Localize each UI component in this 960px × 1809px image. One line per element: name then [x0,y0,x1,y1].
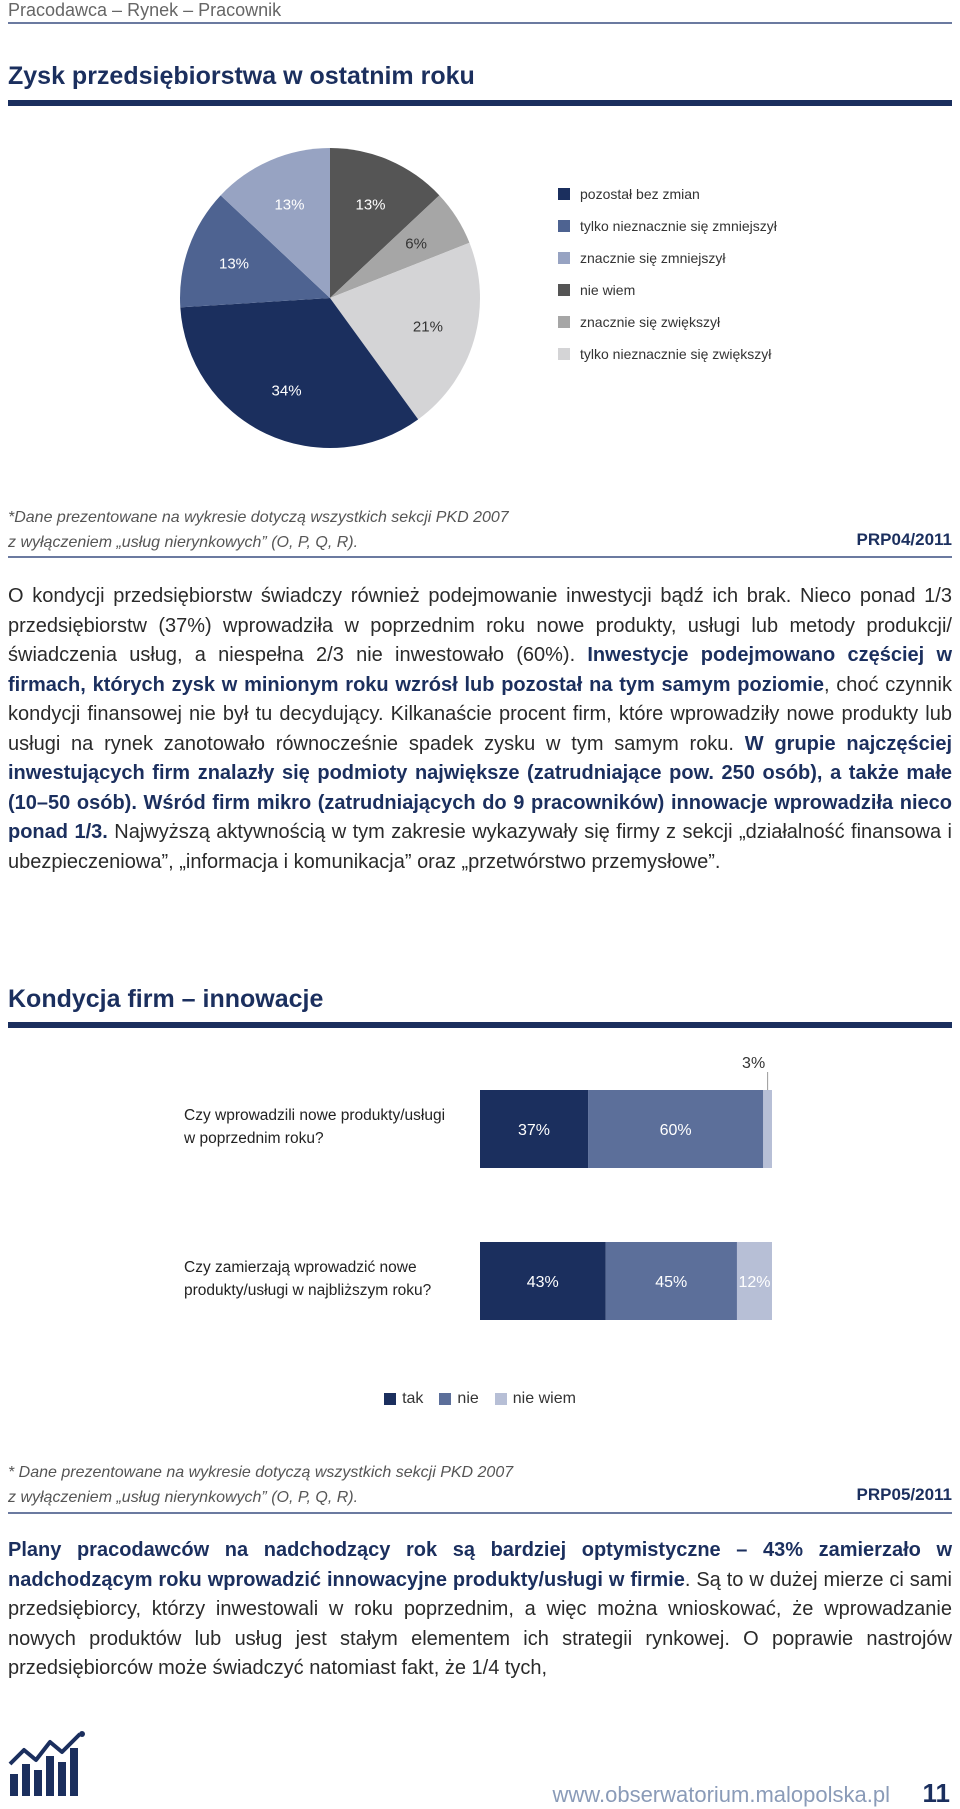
para2-text-1: . Są to w dużej mierze ci sami przedsiębiorcy, którzy inwestowali w roku poprzednim, a więc można wnioskować, że wprowadzanie nowych produktów lub usług jest stałym elementem ich strategii rynkowej. O poprawie nastrojów przedsiębiorców może świadczyć natomiast fakt, że 1/4 tych, [8,1568,953,1679]
pie-legend-item-4 [558,306,777,338]
pie-legend-label-1: tylko nieznacznie się zmniejszył [580,218,777,234]
pie-legend-label-0: pozostał bez zmian [580,186,700,202]
para2-bold-1: Plany pracodawców na nadchodzący rok są bardziej optymistyczne – 43% zamierzało w nadchodzącym roku wprowadzić innowacyjne produkty/usługi w firmie [8,1539,952,1591]
pie-legend-label-2: znacznie się zmniejszył [580,250,726,266]
section-rule-profit [8,100,952,106]
pie-slice-label-4: 13% [219,255,250,273]
para1-text-1: O kondycji przedsiębiorstw świadczy również podejmowanie inwestycji bądź ich brak. Nieco ponad 1/3 przedsiębiorstw (37%) wprowadziła w poprzednim roku nowe produkty, usługi lub metody produkcji/świadczenia usług, a niespełna 2/3 nie inwestowało (60%). [8,585,952,666]
pie-legend-item-2 [558,242,777,274]
pie-legend-item-5 [558,338,777,370]
pie-legend-label-4: znacznie się zwiększył [580,314,721,330]
pie-legend-label-5: tylko nieznacznie się zwiększył [580,346,772,362]
bar-legend-item-2 [495,1390,576,1408]
pie-footnote-line1: *Dane prezentowane na wykresie dotyczą wszystkich sekcji PKD 2007 [8,509,509,526]
bar-legend-swatch-2 [495,1393,507,1405]
profit-pie-chart [150,118,510,478]
bar-segment-label-0-1: 60% [659,1122,692,1139]
body-paragraph-plans [8,1536,952,1684]
bar-segment-label-0-2: 3% [742,1055,766,1072]
chart-logo-icon [8,1730,90,1800]
pie-legend [558,178,777,370]
bar-legend-label-1: nie [457,1390,479,1407]
pie-legend-swatch-4 [558,316,570,328]
bar-category-label-0-1: w poprzednim roku? [184,1130,324,1147]
bar-bottom-rule [8,1512,952,1514]
section-title-innovation: Kondycja firm – innowacje [8,985,324,1013]
pie-legend-item-0 [558,178,777,210]
pie-slice-label-0: 13% [355,196,386,214]
bar-category-label-1-0: Czy zamierzają wprowadzić nowe [184,1259,417,1276]
section-rule-innovation [8,1022,952,1028]
pie-legend-swatch-5 [558,348,570,360]
pie-slice-label-1: 6% [405,235,427,253]
bar-legend-item-0 [384,1390,423,1408]
pie-footnote [8,505,509,555]
bar-category-label-1-1: produkty/usługi w najbliższym roku? [184,1282,432,1299]
pie-legend-swatch-3 [558,284,570,296]
para1-bold-2: W grupie najczęściej inwestujących firm znalazły się podmioty największe (zatrudniające pow. 250 osób), a także małe (10–50 osób). Wśród firm mikro (zatrudniających do 9 pracowników) innowacje wprowadziła nieco ponad 1/3. [8,732,952,843]
pie-footnote-line2: z wyłączeniem „usług nierynkowych” (O, P, Q, R). [8,534,359,551]
pie-legend-swatch-1 [558,220,570,232]
pie-slice-label-2: 21% [412,318,443,336]
bar-legend-label-2: nie wiem [512,1390,576,1407]
bar-footnote-line2: z wyłączeniem „usług nierynkowych” (O, P, Q, R). [8,1489,359,1506]
body-paragraph-investments [8,582,952,877]
footer-url[interactable]: www.obserwatorium.malopolska.pl [552,1782,890,1807]
pie-legend-label-3: nie wiem [580,282,636,298]
para1-text-3: Najwyższą aktywnością w tym zakresie wykazywały się firmy z sekcji „działalność finansowa i ubezpieczeniowa”, „informacja i komunikacja” oraz „przetwórstwo przemysłowe”. [8,821,952,873]
bar-source-code: PRP05/2011 [856,1485,952,1504]
pie-legend-swatch-2 [558,252,570,264]
bar-segment-0-2 [763,1090,772,1168]
section-title-profit: Zysk przedsiębiorstwa w ostatnim roku [8,62,475,90]
pie-legend-item-1 [558,210,777,242]
bar-segment-label-1-2: 12% [738,1274,771,1291]
bar-legend [0,1390,960,1410]
innovation-bar-chart [0,1030,960,1370]
bar-category-label-0-0: Czy wprowadzili nowe produkty/usługi [184,1107,446,1124]
bar-legend-swatch-0 [384,1393,396,1405]
bar-segment-label-0-0: 37% [518,1122,551,1139]
bar-legend-item-1 [439,1390,478,1408]
page-number: 11 [922,1778,950,1808]
bar-footnote-line1: * Dane prezentowane na wykresie dotyczą wszystkich sekcji PKD 2007 [8,1464,514,1481]
header-rule [8,22,952,24]
pie-bottom-rule [8,556,952,558]
pie-source-code: PRP04/2011 [856,530,952,549]
para1-bold-1: Inwestycje podejmowano częściej w firmach, których zysk w minionym roku wzrósł lub pozostał na tym samym poziomie [8,644,953,696]
pie-slice-label-5: 13% [274,196,305,214]
para1-text-2: , choć czynnik kondycji finansowej nie był tu decydujący. Kilkanaście procent firm, które wprowadziły nowe produkty lub usługi na rynek zanotowało równocześnie spadek zysku w tym samym roku. [8,673,952,755]
pie-legend-swatch-0 [558,188,570,200]
bar-legend-label-0: tak [402,1390,424,1407]
bar-legend-swatch-1 [439,1393,451,1405]
pie-legend-item-3 [558,274,777,306]
bar-segment-label-1-0: 43% [526,1274,559,1291]
bar-segment-label-1-1: 45% [655,1274,688,1291]
bar-footnote [8,1460,513,1510]
pie-slice-label-3: 34% [271,382,302,400]
running-header: Pracodawca – Rynek – Pracownik [8,0,282,20]
